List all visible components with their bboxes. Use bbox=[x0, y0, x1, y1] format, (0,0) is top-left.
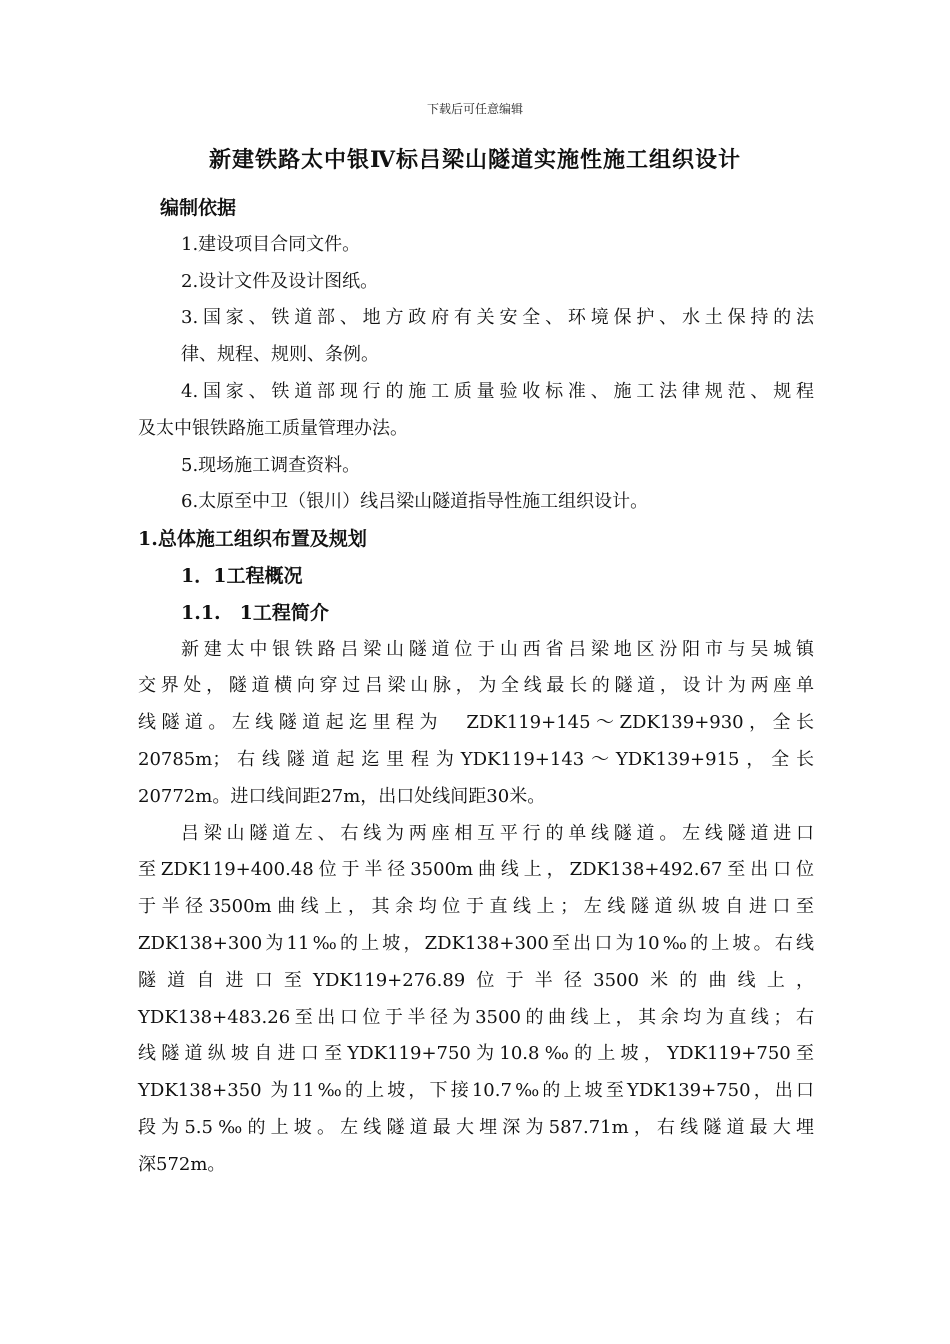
subsubsection-heading: 1.1. 1工程简介 bbox=[181, 601, 329, 624]
paragraph-line: 20785m；右线隧道起迄里程为YDK119+143～YDK139+915，全长 bbox=[138, 748, 814, 770]
subsection-heading: 1．1工程概况 bbox=[181, 564, 303, 587]
paragraph-line: YDK138+483.26至出口位于半径为3500的曲线上，其余均为直线；右 bbox=[138, 1006, 814, 1028]
paragraph-line: 线隧道纵坡自进口至YDK119+750为10.8‰的上坡，YDK119+750至 bbox=[138, 1043, 814, 1065]
basis-heading: 编制依据 bbox=[160, 197, 237, 219]
paragraph-line: 交界处，隧道横向穿过吕梁山脉，为全线最长的隧道，设计为两座单 bbox=[138, 675, 814, 697]
basis-item: 3.国家、铁道部、地方政府有关安全、环境保护、水土保持的法 bbox=[181, 307, 814, 329]
paragraph-line: 于半径3500m曲线上，其余均位于直线上；左线隧道纵坡自进口至 bbox=[138, 896, 814, 918]
paragraph-line: 段为5.5‰的上坡。左线隧道最大埋深为587.71m，右线隧道最大埋 bbox=[138, 1116, 814, 1138]
section-heading: 1.总体施工组织布置及规划 bbox=[138, 528, 367, 551]
paragraph-line: 至ZDK119+400.48位于半径3500m曲线上，ZDK138+492.67至出口位 bbox=[138, 859, 814, 881]
page-header-note: 下载后可任意编辑 bbox=[426, 102, 523, 116]
basis-item: 2.设计文件及设计图纸。 bbox=[181, 270, 379, 292]
basis-item: 6.太原至中卫（银川）线吕梁山隧道指导性施工组织设计。 bbox=[181, 491, 649, 513]
paragraph-line: 深572m。 bbox=[138, 1153, 226, 1175]
basis-item: 律、规程、规则、条例。 bbox=[181, 344, 379, 366]
basis-item: 1.建设项目合同文件。 bbox=[181, 233, 361, 255]
paragraph-line: 新建太中银铁路吕梁山隧道位于山西省吕梁地区汾阳市与吴城镇 bbox=[181, 638, 814, 660]
paragraph-line: 吕梁山隧道左、右线为两座相互平行的单线隧道。左线隧道进口 bbox=[181, 822, 814, 844]
paragraph-line: 隧道自进口至YDK119+276.89位于半径3500米的曲线上， bbox=[138, 969, 814, 991]
paragraph-line: YDK138+350 为11‰的上坡，下接10.7‰的上坡至YDK139+750，出口 bbox=[138, 1080, 814, 1102]
document-title: 新建铁路太中银Ⅳ标吕梁山隧道实施性施工组织设计 bbox=[209, 147, 741, 173]
basis-item: 4.国家、铁道部现行的施工质量验收标准、施工法律规范、规程 bbox=[181, 380, 814, 402]
basis-item: 及太中银铁路施工质量管理办法。 bbox=[138, 417, 408, 439]
document-body bbox=[138, 190, 814, 1184]
paragraph-line: ZDK138+300为11‰的上坡，ZDK138+300至出口为10‰的上坡。右线 bbox=[138, 932, 814, 954]
paragraph-line: 线隧道。左线隧道起迄里程为 ZDK119+145～ZDK139+930，全长 bbox=[138, 712, 815, 734]
basis-item: 5.现场施工调查资料。 bbox=[181, 454, 361, 476]
paragraph-line: 20772m。进口线间距27m，出口处线间距30米。 bbox=[138, 785, 546, 807]
